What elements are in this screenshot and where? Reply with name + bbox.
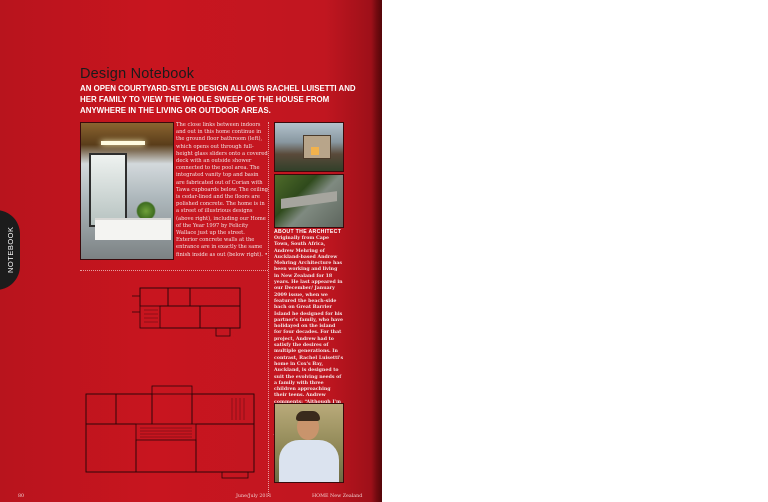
page-number: 80 xyxy=(18,494,25,499)
sidebar-text: Originally from Cape Town, South Africa, Andrew Mehring of Auckland-based Andrew Mehring Architecture has been working and living in New Zealand for 18 years. He last appeared in our December/ January 2009 issue, when we featured the beach-side bach on Great Barrier Island he designed for his partner's family, who have holidayed on the island for four decades. For that project, Andrew had to satisfy the desires of multiple generations. In contrast, Rachel Luisetti's home in Cox's Bay, Auckland, is designed to suit the evolving needs of a family with three children approaching their teens. Andrew xyxy=(274,236,344,399)
bathroom-photo xyxy=(80,122,174,260)
section-divider xyxy=(80,270,268,271)
entrance-wall-photo xyxy=(274,174,344,228)
house-light xyxy=(311,147,319,155)
section-tab-label: NOTEBOOK xyxy=(6,226,15,274)
page-heading: Design Notebook xyxy=(80,66,195,82)
portrait-hair xyxy=(296,411,320,421)
ceiling-light xyxy=(101,141,145,145)
issue-date: June/July 2011 xyxy=(236,494,272,499)
concrete-wall xyxy=(281,191,337,209)
page-spine-shadow xyxy=(372,0,382,502)
column-divider xyxy=(268,122,269,496)
magazine-name: HOME New Zealand xyxy=(312,494,363,499)
architect-portrait xyxy=(274,403,344,483)
bathroom-window xyxy=(89,153,127,227)
magazine-page xyxy=(0,0,382,502)
sidebar-heading: ABOUT THE ARCHITECT xyxy=(274,229,342,235)
portrait-shirt xyxy=(279,440,339,483)
house-exterior-photo xyxy=(274,122,344,172)
body-text: The close links between indoors and out in this home continue in the ground floor bathroom (left), which opens out through full-height glass sliders onto a covered deck with an outside shower connected to the pool area. The integrated vanity top and basin are fabricated out of Corian with Tawa cupboards below. The ceiling is cedar-lined and the floors are polished concrete. The home is in a street of illustrious designs (above right), including our Home of the Year 1997 by Felicity Wallace just up the street. Exterior concrete walls at the entrance are in exactly the same finish inside as out (below right). • xyxy=(176,122,268,258)
vanity-basin xyxy=(95,218,171,240)
standfirst: AN OPEN COURTYARD-STYLE DESIGN ALLOWS RACHEL LUISETTI AND HER FAMILY TO VIEW THE WHOLE SWEEP OF THE HOUSE FROM ANYWHERE IN THE LIVING OR OUTDOOR AREAS. xyxy=(80,84,356,116)
upper-floor-plan xyxy=(130,282,250,340)
ground-floor-plan xyxy=(82,380,266,480)
